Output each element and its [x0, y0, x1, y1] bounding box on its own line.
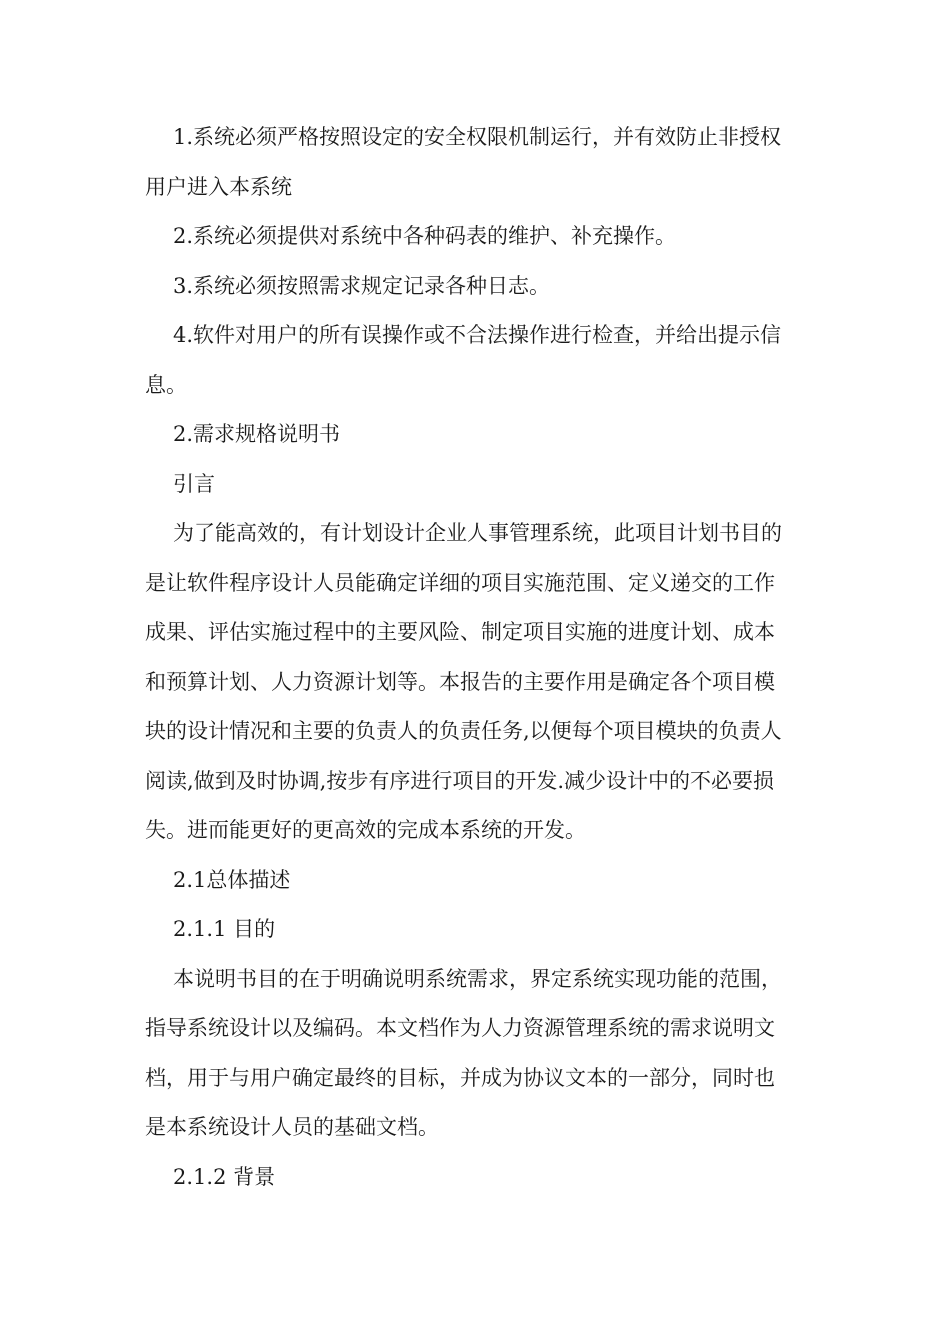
section-heading-2-1-1: 2.1.1 目的 — [173, 917, 276, 941]
purpose-paragraph-line-1: 本说明书目的在于明确说明系统需求，界定系统实现功能的范围， — [173, 966, 782, 991]
list-item-4-line-2: 息。 — [145, 372, 187, 397]
section-heading-2-1: 2.1总体描述 — [173, 867, 291, 892]
purpose-paragraph-line-4: 是本系统设计人员的基础文档。 — [145, 1115, 439, 1139]
purpose-paragraph-line-2: 指导系统设计以及编码。本文档作为人力资源管理系统的需求说明文 — [145, 1016, 775, 1040]
intro-paragraph-line-1: 为了能高效的，有计划设计企业人事管理系统，此项目计划书目的 — [173, 521, 782, 545]
list-item-3: 3.系统必须按照需求规定记录各种日志。 — [173, 273, 551, 298]
intro-paragraph-line-7: 失。进而能更好的更高效的完成本系统的开发。 — [145, 818, 586, 842]
requirements-list — [145, 113, 805, 1202]
list-item-1-line-1: 1.系统必须严格按照设定的安全权限机制运行，并有效防止非授权 — [173, 125, 782, 149]
list-item-2: 2.系统必须提供对系统中各种码表的维护、补充操作。 — [173, 224, 677, 248]
section-heading-2: 2.需求规格说明书 — [173, 422, 341, 446]
list-item-1-line-2: 用户进入本系统 — [145, 174, 292, 199]
section-heading-2-1-2: 2.1.2 背景 — [173, 1164, 276, 1189]
intro-paragraph-line-6: 阅读,做到及时协调,按步有序进行项目的开发.减少设计中的不必要损 — [145, 768, 775, 793]
subheading-introduction: 引言 — [173, 471, 215, 496]
purpose-paragraph-line-3: 档，用于与用户确定最终的目标，并成为协议文本的一部分，同时也 — [145, 1065, 775, 1090]
list-item-4-line-1: 4.软件对用户的所有误操作或不合法操作进行检查，并给出提示信 — [173, 323, 782, 347]
intro-paragraph-line-4: 和预算计划、人力资源计划等。本报告的主要作用是确定各个项目模 — [145, 669, 775, 694]
intro-paragraph-line-3: 成果、评估实施过程中的主要风险、制定项目实施的进度计划、成本 — [145, 620, 775, 644]
intro-paragraph-line-2: 是让软件程序设计人员能确定详细的项目实施范围、定义递交的工作 — [145, 570, 775, 595]
intro-paragraph-line-5: 块的设计情况和主要的负责人的负责任务,以便每个项目模块的负责人 — [145, 719, 782, 743]
